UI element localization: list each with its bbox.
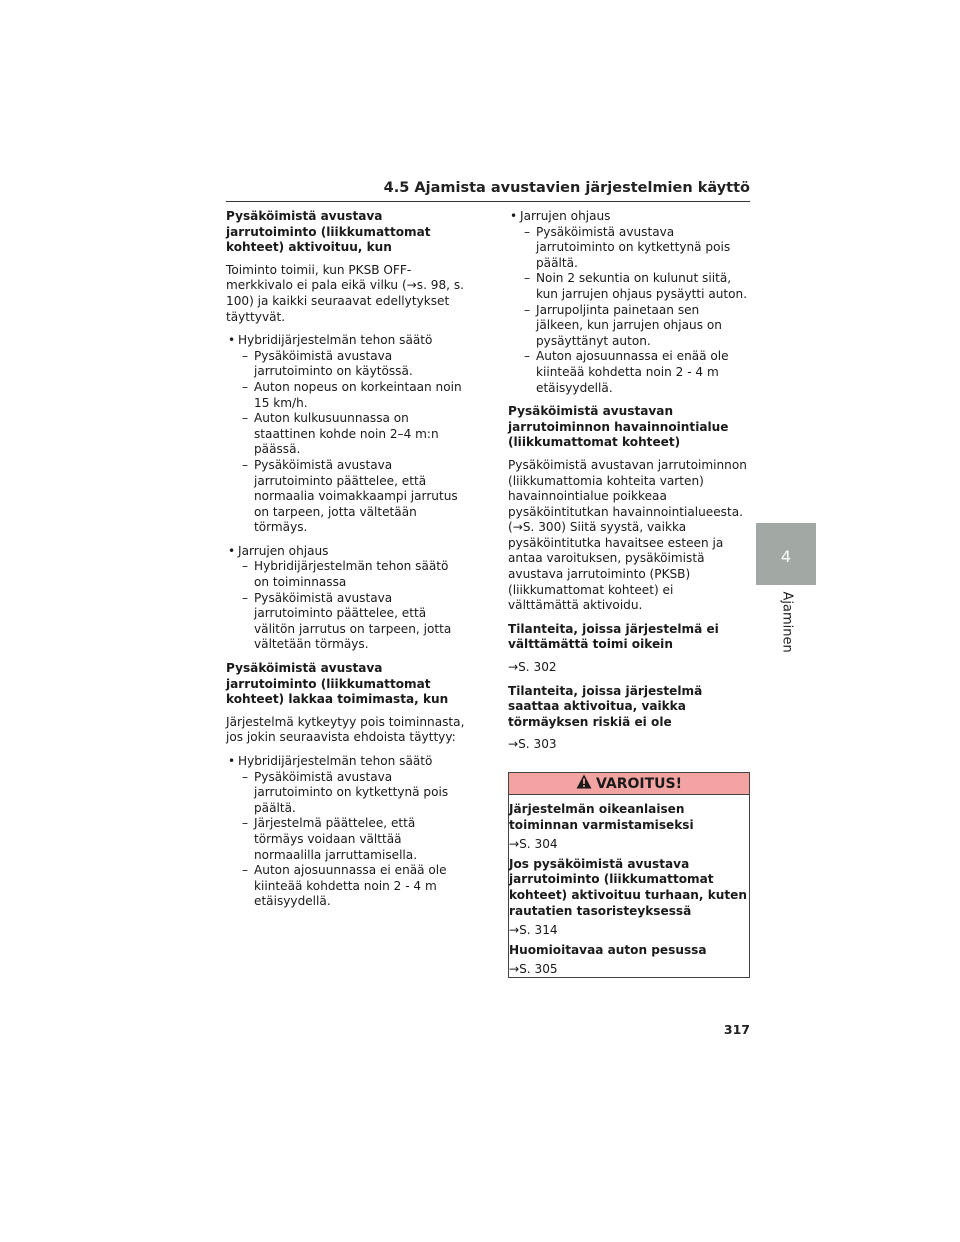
bullet-list xyxy=(226,544,466,653)
header-rule xyxy=(226,201,750,202)
chapter-label-text: Ajaminen xyxy=(779,591,795,653)
dash-item: – Hybridijärjestelmän tehon säätö on toiminnassa xyxy=(242,559,449,590)
dash-item: – Pysäköimistä avustava jarrutoiminto päättelee, että normaalia voimakkaampi jarrutus on tarpeen, jotta vältetään törmäys. xyxy=(242,457,458,535)
warning-box xyxy=(508,772,750,978)
page-reference[interactable]: →S. 304 xyxy=(509,837,558,852)
dash-item: – Jarrupoljinta painetaan sen jälkeen, kun jarrujen ohjaus on pysäyttänyt auton. xyxy=(524,302,722,348)
bullet-dot: • xyxy=(228,333,236,348)
warning-heading: Huomioitavaa auton pesussa xyxy=(509,942,707,957)
bullet-list xyxy=(226,754,466,910)
heading-detection-area: Pysäköimistä avustavan jarrutoiminnon havainnointialue (liikkumattomat kohteet) xyxy=(508,404,729,450)
bullet-item: • Hybridijärjestelmän tehon säätö xyxy=(228,333,433,348)
warning-heading: Jos pysäköimistä avustava jarrutoiminto (liikkumattomat kohteet) aktivoituu turhaan, kuten rautatien tasoristeyksessä xyxy=(509,856,747,918)
bullet-dot: • xyxy=(228,543,236,558)
bullet-item: • Jarrujen ohjaus xyxy=(228,543,329,558)
heading-may-activate: Tilanteita, joissa järjestelmä saattaa aktivoitua, vaikka törmäyksen riskiä ei ole xyxy=(508,683,703,729)
bullet-dot: • xyxy=(228,754,236,768)
bullet-list xyxy=(508,209,748,396)
dash-item: – Auton ajosuunnassa ei enää ole kiinteää kohdetta noin 2 - 4 m etäisyydellä. xyxy=(242,863,447,909)
page-reference[interactable]: →S. 314 xyxy=(509,923,558,938)
warning-heading: Järjestelmän oikeanlaisen toiminnan varmistamiseksi xyxy=(509,802,694,832)
dash-item: – Auton kulkusuunnassa on staattinen kohde noin 2–4 m:n päässä. xyxy=(242,411,439,457)
page-number: 317 xyxy=(723,1022,750,1037)
page-header xyxy=(226,180,750,202)
heading-may-not-work: Tilanteita, joissa järjestelmä ei välttämättä toimi oikein xyxy=(508,621,719,652)
warning-body xyxy=(509,795,749,978)
section-title: 4.5 Ajamista avustavien järjestelmien käyttö xyxy=(383,180,750,196)
chapter-tab[interactable] xyxy=(756,523,816,585)
dash-item: – Pysäköimistä avustava jarrutoiminto on kytkettynä pois päältä. xyxy=(242,769,449,815)
dash-item: – Auton ajosuunnassa ei enää ole kiinteää kohdetta noin 2 - 4 m etäisyydellä. xyxy=(524,349,729,395)
bullet-item: • Jarrujen ohjaus xyxy=(510,209,611,223)
page-reference[interactable]: →S. 303 xyxy=(508,737,557,752)
heading-activation: Pysäköimistä avustava jarrutoiminto (liikkumattomat kohteet) aktivoituu, kun xyxy=(226,209,431,255)
right-column xyxy=(508,209,748,761)
left-column xyxy=(226,209,466,918)
bullet-list xyxy=(226,333,466,536)
paragraph-deactivation: Järjestelmä kytkeytyy pois toiminnasta, jos jokin seuraavista ehdoista täyttyy: xyxy=(226,714,465,745)
bullet-dot: • xyxy=(510,209,518,223)
chapter-label xyxy=(778,593,796,653)
paragraph-detection-area: Pysäköimistä avustavan jarrutoiminnon (liikkumattomia kohteita varten) havainnointialue poikkeaa pysäköintitutkan havainnointialueesta. (→S. 300) Siitä syystä, vaikka pysäköintitutka havaitsee esteen ja antaa varoituksen, pysäköimistä avustava jarrutoiminto (PKSB) (liikkumattomat kohteet) ei välttämättä aktivoidu. xyxy=(508,457,747,613)
heading-deactivation: Pysäköimistä avustava jarrutoiminto (liikkumattomat kohteet) lakkaa toimimasta, kun xyxy=(226,661,449,707)
dash-item: – Pysäköimistä avustava jarrutoiminto päättelee, että välitön jarrutus on tarpeen, jotta vältetään törmäys. xyxy=(242,590,452,652)
chapter-number: 4 xyxy=(780,547,792,566)
dash-item: – Noin 2 sekuntia on kulunut siitä, kun jarrujen ohjaus pysäytti auton. xyxy=(524,271,748,301)
dash-item: – Pysäköimistä avustava jarrutoiminto on käytössä. xyxy=(242,348,413,379)
warning-header xyxy=(509,773,749,795)
warning-title: VAROITUS! xyxy=(596,775,682,792)
warning-triangle-icon xyxy=(576,774,592,793)
page-reference[interactable]: →S. 305 xyxy=(509,962,558,977)
dash-item: – Pysäköimistä avustava jarrutoiminto on kytkettynä pois päältä. xyxy=(524,224,731,270)
paragraph-activation: Toiminto toimii, kun PKSB OFF-merkkivalo ei pala eikä vilku (→s. 98, s. 100) ja kaikki seuraavat edellytykset täyttyvät. xyxy=(226,262,465,324)
page-reference[interactable]: →S. 302 xyxy=(508,660,557,675)
dash-item: – Auton nopeus on korkeintaan noin 15 km/h. xyxy=(242,379,462,410)
bullet-item: • Hybridijärjestelmän tehon säätö xyxy=(228,754,433,768)
dash-item: – Järjestelmä päättelee, että törmäys voidaan välttää normaalilla jarruttamisella. xyxy=(242,816,418,862)
